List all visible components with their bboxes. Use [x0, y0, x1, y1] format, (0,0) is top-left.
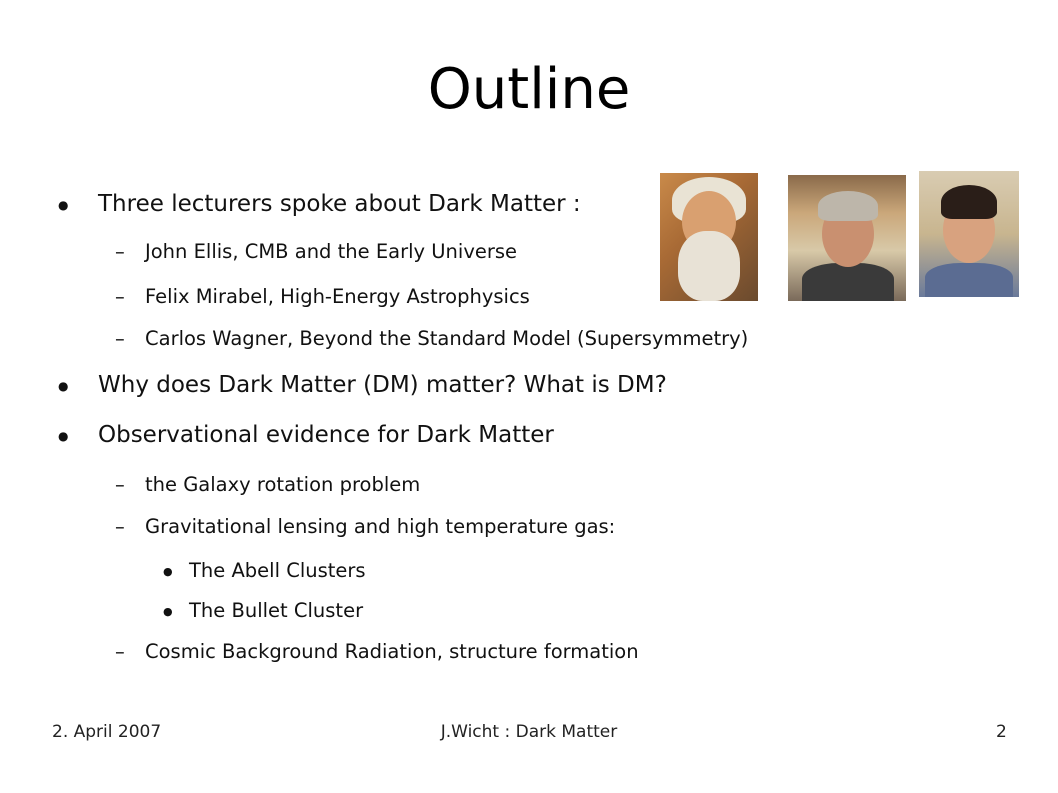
list-item-text: the Galaxy rotation problem [145, 473, 421, 496]
list-item [163, 599, 363, 622]
footer-date: 2. April 2007 [52, 722, 162, 742]
list-item-text: Felix Mirabel, High-Energy Astrophysics [145, 285, 530, 308]
bullet-marker: ● [58, 378, 69, 393]
list-item [58, 422, 554, 448]
list-item [115, 640, 639, 663]
list-item-text: The Abell Clusters [189, 559, 366, 582]
dash-marker: – [115, 240, 125, 263]
list-item-text: Why does Dark Matter (DM) matter? What is DM? [98, 372, 667, 398]
page-number: 2 [996, 722, 1007, 742]
list-item-text: Carlos Wagner, Beyond the Standard Model (Supersymmetry) [145, 327, 749, 350]
list-item-text: Gravitational lensing and high temperature gas: [145, 515, 616, 538]
footer-title: J.Wicht : Dark Matter [440, 722, 618, 742]
list-item [115, 473, 420, 496]
photo-john-ellis [660, 173, 758, 301]
list-item [58, 191, 581, 217]
list-item-text: Three lecturers spoke about Dark Matter : [98, 191, 581, 217]
list-item-text: Observational evidence for Dark Matter [98, 422, 554, 448]
photo-carlos-wagner [919, 171, 1019, 297]
list-item-text: John Ellis, CMB and the Early Universe [145, 240, 518, 263]
list-item-text: Cosmic Background Radiation, structure formation [145, 640, 639, 663]
list-item [115, 515, 615, 538]
slide-title: Outline [427, 57, 631, 122]
bullet-marker: ● [58, 428, 69, 443]
bullet-marker: ● [58, 197, 69, 212]
bullet-marker: ● [163, 565, 173, 578]
list-item [115, 240, 517, 263]
photo-felix-mirabel [788, 175, 906, 301]
list-item [115, 327, 748, 350]
bullet-marker: ● [163, 605, 173, 618]
list-item [115, 285, 530, 308]
dash-marker: – [115, 327, 125, 350]
dash-marker: – [115, 640, 125, 663]
list-item [58, 372, 667, 398]
list-item [163, 559, 366, 582]
list-item-text: The Bullet Cluster [189, 599, 364, 622]
dash-marker: – [115, 285, 125, 308]
dash-marker: – [115, 515, 125, 538]
dash-marker: – [115, 473, 125, 496]
